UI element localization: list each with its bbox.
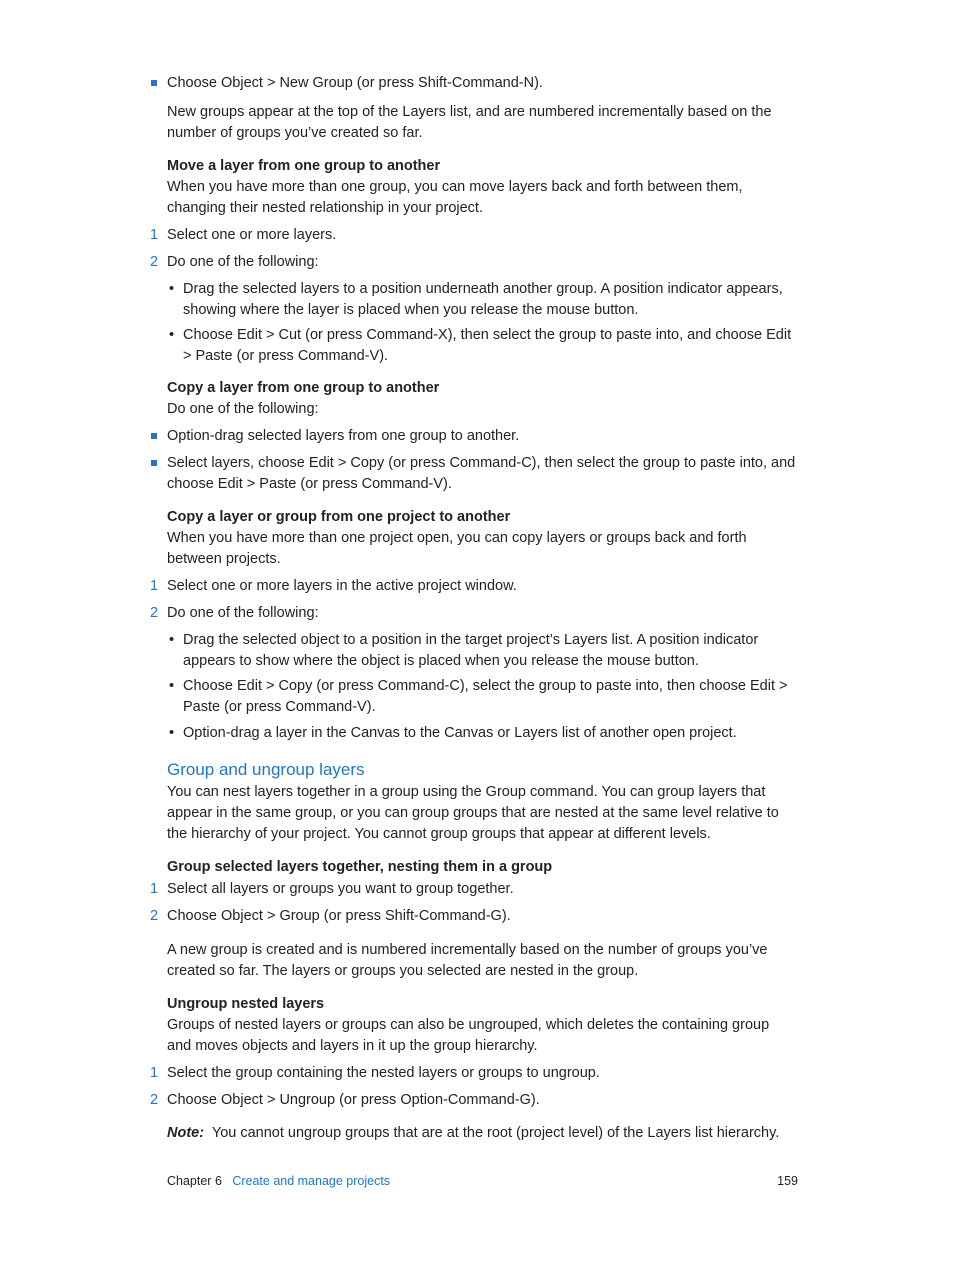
square-bullet-icon (151, 460, 157, 466)
subheading-ungroup: Ungroup nested layers (167, 996, 325, 1012)
step-number: 1 (150, 881, 159, 897)
list-item: Choose Edit > Copy (or press Command-C), select the group to paste into, then choose Edit > Paste (or press Command-V). (183, 678, 788, 715)
list-item: Option-drag a layer in the Canvas to the Canvas or Layers list of another open project. (183, 725, 737, 741)
subheading-move: Move a layer from one group to another (167, 158, 441, 174)
list-item: Select layers, choose Edit > Copy (or press Command-C), then select the group to paste into, and choose Edit > Paste (or press Command-V). (167, 455, 796, 492)
paragraph: Do one of the following: (167, 401, 319, 417)
paragraph: Groups of nested layers or groups can also be ungrouped, which deletes the containing group and moves objects and layers in it up the group hierarchy. (167, 1017, 770, 1054)
paragraph: When you have more than one group, you can move layers back and forth between them, changing their nested relationship in your project. (167, 179, 743, 216)
step-text: Do one of the following: (167, 254, 319, 270)
bullet-icon: • (169, 725, 175, 741)
list-item: Drag the selected layers to a position underneath another group. A position indicator appears, showing where the layer is placed when you release the mouse button. (183, 281, 783, 318)
paragraph: You can nest layers together in a group using the Group command. You can group layers that appear in the same group, or you can group groups that are nested at the same level relative to the hierarchy of your project. You cannot group groups that appear at different levels. (167, 784, 779, 842)
paragraph: When you have more than one project open, you can copy layers or groups back and forth between projects. (167, 530, 747, 567)
step-number: 1 (150, 578, 159, 594)
note-text: You cannot ungroup groups that are at the root (project level) of the Layers list hierarchy. (211, 1125, 780, 1141)
step-text: Select the group containing the nested layers or groups to ungroup. (167, 1065, 600, 1081)
chapter-title-link[interactable]: Create and manage projects (232, 1174, 391, 1188)
square-bullet-icon (151, 80, 157, 86)
chapter-number: Chapter 6 (167, 1174, 222, 1188)
bullet-icon: • (169, 632, 175, 648)
step-text: Select one or more layers in the active project window. (167, 578, 517, 594)
list-item: Choose Edit > Cut (or press Command-X), then select the group to paste into, and choose Edit > Paste (or press Command-V). (183, 327, 792, 364)
note (167, 1123, 797, 1144)
paragraph: A new group is created and is numbered incrementally based on the number of groups you’ve created so far. The layers or groups you selected are nested in the group. (167, 942, 768, 979)
list-item: Option-drag selected layers from one group to another. (167, 428, 520, 444)
step-number: 2 (150, 605, 159, 621)
footer-chapter (167, 1172, 390, 1190)
bullet-icon: • (169, 678, 175, 694)
page-number: 159 (777, 1174, 798, 1188)
list-item: Drag the selected object to a position in the target project’s Layers list. A position indicator appears to show where the object is placed when you release the mouse button. (183, 632, 759, 669)
step-number: 1 (150, 1065, 159, 1081)
subheading-copy-project: Copy a layer or group from one project to another (167, 509, 511, 525)
note-label: Note: (167, 1125, 205, 1141)
bullet-icon: • (169, 327, 175, 343)
section-heading: Group and ungroup layers (167, 760, 365, 779)
paragraph: New groups appear at the top of the Layers list, and are numbered incrementally based on the number of groups you’ve created so far. (167, 104, 772, 141)
bullet-icon: • (169, 281, 175, 297)
step-text: Select all layers or groups you want to group together. (167, 881, 514, 897)
step-text: Choose Object > Group (or press Shift-Command-G). (167, 908, 511, 924)
step-text: Choose Object > Ungroup (or press Option-Command-G). (167, 1092, 540, 1108)
square-bullet-icon (151, 433, 157, 439)
subheading-copy: Copy a layer from one group to another (167, 380, 440, 396)
subheading-group: Group selected layers together, nesting them in a group (167, 859, 553, 875)
paragraph: Choose Object > New Group (or press Shift-Command-N). (167, 75, 543, 91)
step-number: 2 (150, 254, 159, 270)
step-text: Do one of the following: (167, 605, 319, 621)
step-text: Select one or more layers. (167, 227, 337, 243)
step-number: 2 (150, 1092, 159, 1108)
step-number: 1 (150, 227, 159, 243)
step-number: 2 (150, 908, 159, 924)
